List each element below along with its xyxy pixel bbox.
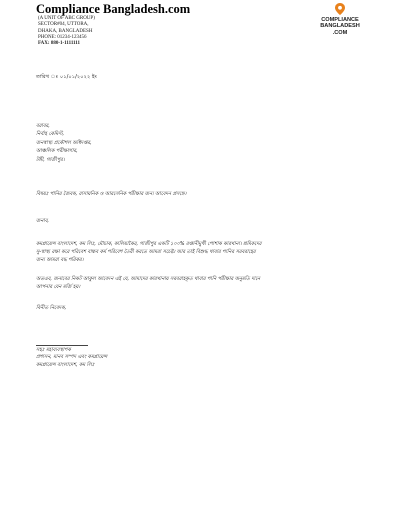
company-city-line: DHAKA, BANGLADESH [38,28,93,34]
letter-date: তারিখ ঃ ০১/০১/২০২২ ইং [36,74,97,80]
pin-marker-icon [335,3,345,15]
logo-text-line-2: BANGLADESH [320,23,360,30]
signature-line [36,345,88,346]
company-group-line: (A UNIT OF ABC GROUP) [38,16,95,21]
signature-company: কমপ্লায়েন্স বাংলাদেশ, কম লিঃ [36,361,95,368]
address-line: বরাবর, [36,123,50,129]
address-line: নির্বাহ কেমিস্ট, [36,131,65,138]
address-line: টঙ্গী, গাজীপুর। [36,156,65,163]
company-phone-line: PHONE: 01234-123456 [38,34,87,40]
company-logo [308,3,372,43]
company-name: Compliance Bangladesh.com [36,2,191,16]
address-line: আঞ্চলিক পরীক্ষাগার, [36,148,78,155]
logo-text [308,17,372,36]
company-fax-line: FAX: 880-1-1111111 [38,41,80,47]
paragraph-line: সু-স্বাস্থ্য রক্ষা করে পরিবেশ বান্ধব কর্ম পরিবেশ তৈরী করতে আমরা সচেষ্ট। আর তাই বিশুদ্ধ খাবার পানির সরবরাহের [36,249,256,255]
letter-paragraph-1 [36,240,262,264]
letter-paragraph-2 [36,275,260,291]
paragraph-line: কমপ্লায়েন্স বাংলাদেশ, কম লিঃ, মৌচাক, কালিয়াকৈর, গাজীপুর একটি ১০০% রপ্তানীমুখী পোশাক কারখানা। শ্রমিকদের [36,241,262,247]
logo-text-line-3: .COM [332,29,348,36]
paragraph-line: অতএব, জনাবের নিকট আকুল আবেদন এই যে, আমাদের কারখানায় সরবরাহকৃত খাবার পানি পরীক্ষার অনুমতি দানে [36,276,261,282]
paragraph-line: জন্য আমরা বদ্ধ পরিকর। [36,257,84,263]
company-address-block [38,16,95,47]
letter-closing: বিনীত নিবেদক, [36,305,67,311]
company-sector-line: SECTOR#04, UTTORA, [38,22,89,28]
signature-block [36,347,107,369]
letter-subject: বিষয়ঃ পানির জৈবক, রাসায়নিক ও আরসেনিক পরীক্ষার জন্য আবেদন প্রসঙ্গে। [36,191,187,197]
signature-designation: সহঃ মহাব্যবস্থাপক [36,347,71,353]
paragraph-line: আপনার যেন মর্জি হয়। [36,284,81,290]
letter-salutation: জনাব, [36,218,49,224]
recipient-address [36,122,92,164]
signature-department: প্রশাসন, মানব সম্পদ এবং কমপ্লায়েন্স [36,354,108,361]
address-line: জনস্বাস্থ্য প্রকৌশল অধিদপ্তর, [36,139,92,146]
logo-text-line-1: COMPLIANCE [321,17,359,23]
